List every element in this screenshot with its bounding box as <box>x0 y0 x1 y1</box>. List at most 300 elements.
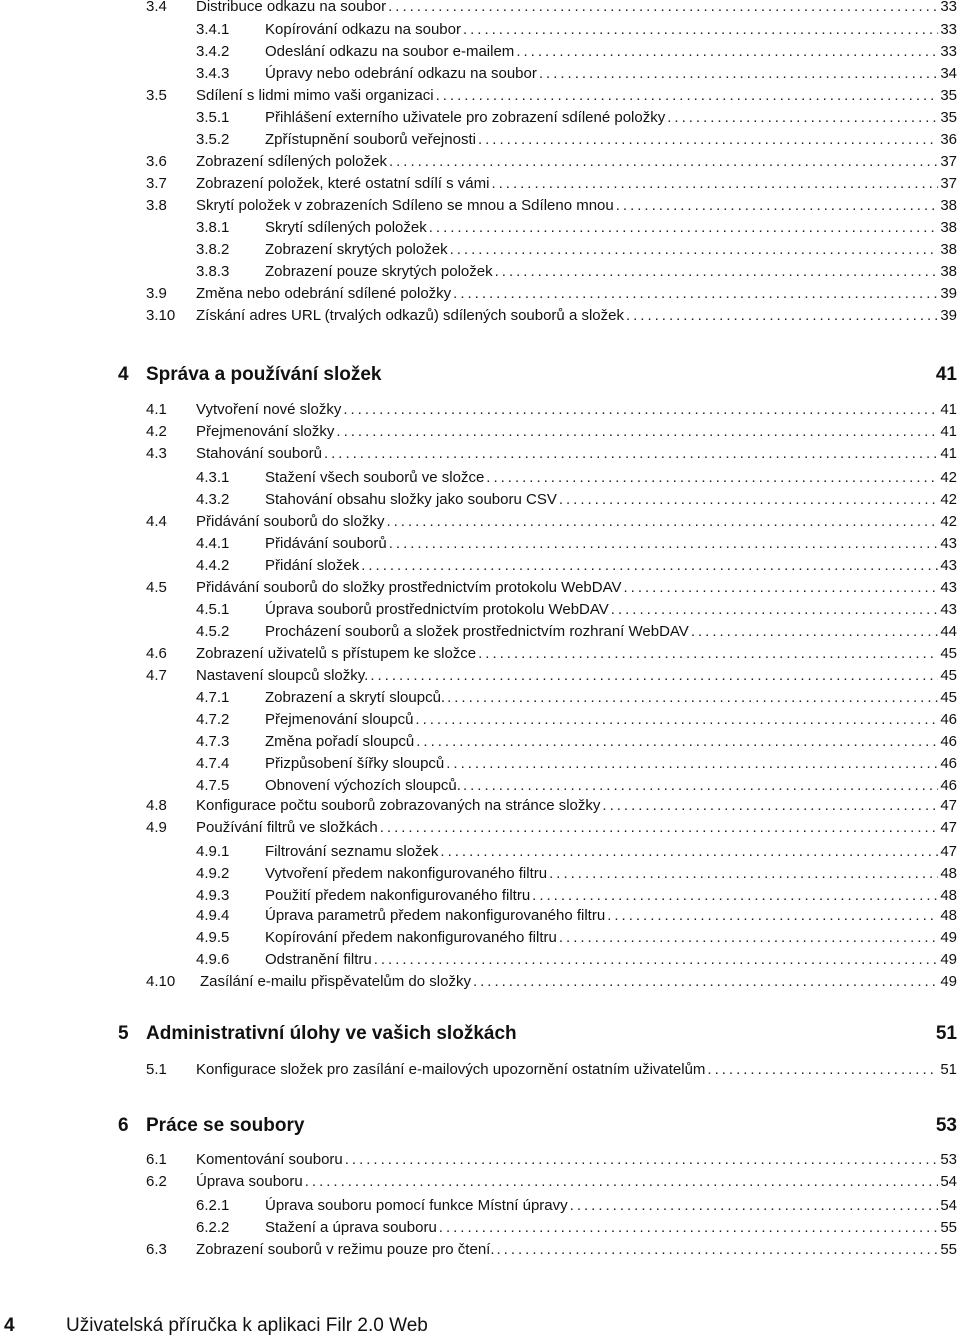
entry-line <box>196 796 957 816</box>
entry-page-number: 41 <box>940 401 957 418</box>
entry-number: 6.3 <box>146 1241 167 1258</box>
chapter-number: 5 <box>118 1023 129 1044</box>
toc-chapter-heading[interactable] <box>0 1113 960 1139</box>
entry-page-number: 37 <box>940 175 957 192</box>
entry-page-number: 55 <box>940 1241 957 1258</box>
entry-page-number: 49 <box>940 973 957 990</box>
entry-line <box>196 512 957 532</box>
entry-line <box>265 490 957 510</box>
entry-page-number: 51 <box>940 1061 957 1078</box>
entry-title: Přihlášení externího uživatele pro zobrazení sdílené položky <box>265 109 666 126</box>
chapter-page-number: 41 <box>935 364 957 385</box>
entry-number: 4.3.2 <box>196 491 230 508</box>
toc-chapter-heading[interactable] <box>0 362 960 388</box>
entry-page-number: 47 <box>940 843 957 860</box>
entry-number: 4.2 <box>146 423 167 440</box>
entry-line <box>265 600 957 620</box>
entry-page-number: 48 <box>940 865 957 882</box>
dot-leader <box>497 1240 939 1260</box>
footer-page-number: 4 <box>4 1315 15 1336</box>
entry-number: 3.6 <box>146 153 167 170</box>
toc-subsection-entry[interactable] <box>0 732 960 752</box>
entry-line <box>265 108 957 128</box>
entry-title: Přidání složek <box>265 557 360 574</box>
entry-line <box>265 42 957 62</box>
entry-page-number: 46 <box>940 755 957 772</box>
entry-page-number: 43 <box>940 579 957 596</box>
entry-page-number: 39 <box>940 285 957 302</box>
toc-subsection-entry[interactable] <box>0 776 960 796</box>
chapter-page-number: 53 <box>935 1115 957 1136</box>
entry-number: 6.2.1 <box>196 1197 230 1214</box>
toc-subsection-entry[interactable] <box>0 928 960 948</box>
entry-title: Vytvoření předem nakonfigurovaného filtru <box>265 865 548 882</box>
toc-section-entry[interactable] <box>0 666 960 686</box>
entry-line <box>265 732 957 752</box>
entry-number: 3.5.1 <box>196 109 230 126</box>
entry-title: Sdílení s lidmi mimo vaši organizaci <box>196 87 434 104</box>
entry-line <box>265 710 957 730</box>
entry-number: 4.3.1 <box>196 469 230 486</box>
dot-leader <box>607 906 938 926</box>
toc-section-entry[interactable] <box>0 644 960 664</box>
entry-line <box>200 972 957 992</box>
entry-page-number: 41 <box>940 445 957 462</box>
toc-section-entry[interactable] <box>0 1060 960 1080</box>
dot-leader <box>389 152 938 172</box>
dot-leader <box>439 1218 939 1238</box>
entry-page-number: 48 <box>940 887 957 904</box>
entry-page-number: 44 <box>940 623 957 640</box>
entry-line <box>196 152 957 172</box>
entry-page-number: 49 <box>940 929 957 946</box>
dot-leader <box>478 644 938 664</box>
dot-leader <box>667 108 938 128</box>
toc-subsection-entry[interactable] <box>0 1196 960 1216</box>
entry-page-number: 35 <box>940 109 957 126</box>
dot-leader <box>305 1172 939 1192</box>
entry-number: 3.4 <box>146 0 167 15</box>
entry-number: 4.5 <box>146 579 167 596</box>
entry-line <box>265 928 957 948</box>
toc-section-entry[interactable] <box>0 284 960 304</box>
toc-subsection-entry[interactable] <box>0 534 960 554</box>
entry-number: 4.4 <box>146 513 167 530</box>
toc-section-entry[interactable] <box>0 1240 960 1260</box>
toc-subsection-entry[interactable] <box>0 622 960 642</box>
toc-section-entry[interactable] <box>0 512 960 532</box>
entry-page-number: 36 <box>940 131 957 148</box>
entry-number: 4.5.1 <box>196 601 230 618</box>
entry-title: Konfigurace složek pro zasílání e-mailových upozornění ostatním uživatelům <box>196 1061 706 1078</box>
toc-subsection-entry[interactable] <box>0 688 960 708</box>
entry-line <box>265 262 957 282</box>
entry-title: Konfigurace počtu souborů zobrazovaných na stránce složky <box>196 797 601 814</box>
entry-line <box>196 818 957 838</box>
entry-line <box>196 196 957 216</box>
entry-title: Komentování souboru <box>196 1151 343 1168</box>
toc-subsection-entry[interactable] <box>0 262 960 282</box>
entry-line <box>265 218 957 238</box>
toc-subsection-entry[interactable] <box>0 108 960 128</box>
entry-title: Úprava souborů prostřednictvím protokolu WebDAV <box>265 601 609 618</box>
entry-number: 4.7.4 <box>196 755 230 772</box>
entry-number: 4.7.3 <box>196 733 230 750</box>
footer-document-title: Uživatelská příručka k aplikaci Filr 2.0 Web <box>66 1315 428 1336</box>
entry-number: 3.8 <box>146 197 167 214</box>
dot-leader <box>473 972 938 992</box>
entry-title: Odeslání odkazu na soubor e-mailem <box>265 43 515 60</box>
toc-section-entry[interactable] <box>0 578 960 598</box>
entry-number: 3.4.3 <box>196 65 230 82</box>
entry-number: 4.7.2 <box>196 711 230 728</box>
dot-leader <box>463 20 938 40</box>
entry-title: Stahování obsahu složky jako souboru CSV <box>265 491 557 508</box>
toc-section-entry[interactable] <box>0 422 960 442</box>
entry-title: Přizpůsobení šířky sloupců <box>265 755 445 772</box>
entry-title: Používání filtrů ve složkách <box>196 819 378 836</box>
entry-line <box>265 240 957 260</box>
dot-leader <box>370 666 938 686</box>
entry-page-number: 43 <box>940 535 957 552</box>
entry-line <box>196 578 957 598</box>
dot-leader <box>446 754 938 774</box>
toc-subsection-entry[interactable] <box>0 600 960 620</box>
entry-line <box>196 284 957 304</box>
toc-subsection-entry[interactable] <box>0 556 960 576</box>
toc-subsection-entry[interactable] <box>0 64 960 84</box>
entry-title: Úpravy nebo odebrání odkazu na soubor <box>265 65 537 82</box>
dot-leader <box>549 864 938 884</box>
entry-number: 4.9.2 <box>196 865 230 882</box>
dot-leader <box>516 42 938 62</box>
entry-line <box>265 534 957 554</box>
entry-number: 3.9 <box>146 285 167 302</box>
dot-leader <box>374 950 939 970</box>
entry-number: 4.7.1 <box>196 689 230 706</box>
dot-leader <box>380 818 939 838</box>
entry-line <box>265 622 957 642</box>
entry-line <box>265 950 957 970</box>
entry-page-number: 37 <box>940 153 957 170</box>
entry-title: Skrytí položek v zobrazeních Sdíleno se mnou a Sdíleno mnou <box>196 197 614 214</box>
entry-page-number: 33 <box>940 21 957 38</box>
entry-title: Přejmenování složky <box>196 423 335 440</box>
dot-leader <box>345 1150 939 1170</box>
entry-page-number: 54 <box>940 1197 957 1214</box>
entry-title: Úprava parametrů předem nakonfigurovaného filtru <box>265 907 606 924</box>
entry-number: 4.4.2 <box>196 557 230 574</box>
dot-leader <box>429 218 939 238</box>
dot-leader <box>324 444 938 464</box>
entry-title: Kopírování předem nakonfigurovaného filtru <box>265 929 557 946</box>
entry-page-number: 39 <box>940 307 957 324</box>
dot-leader <box>453 284 938 304</box>
entry-page-number: 42 <box>940 513 957 530</box>
entry-line <box>265 864 957 884</box>
entry-line <box>265 906 957 926</box>
toc-section-entry[interactable] <box>0 196 960 216</box>
dot-leader <box>559 928 938 948</box>
entry-line <box>265 468 957 488</box>
chapter-title: Administrativní úlohy ve vašich složkách <box>146 1023 517 1044</box>
entry-page-number: 53 <box>940 1151 957 1168</box>
toc-subsection-entry[interactable] <box>0 842 960 862</box>
entry-line <box>196 86 957 106</box>
toc-subsection-entry[interactable] <box>0 906 960 926</box>
entry-number: 3.7 <box>146 175 167 192</box>
entry-title: Zobrazení položek, které ostatní sdílí s vámi <box>196 175 490 192</box>
entry-title: Přidávání souborů <box>265 535 387 552</box>
toc-section-entry[interactable] <box>0 818 960 838</box>
entry-title: Použití předem nakonfigurovaného filtru <box>265 887 531 904</box>
entry-number: 4.9.3 <box>196 887 230 904</box>
dot-leader <box>343 400 938 420</box>
entry-number: 4.4.1 <box>196 535 230 552</box>
entry-line <box>196 174 957 194</box>
dot-leader <box>416 732 938 752</box>
entry-page-number: 38 <box>940 219 957 236</box>
entry-number: 3.8.1 <box>196 219 230 236</box>
dot-leader <box>361 556 938 576</box>
entry-line <box>196 1172 957 1192</box>
entry-title: Kopírování odkazu na soubor <box>265 21 461 38</box>
entry-number: 3.10 <box>146 307 176 324</box>
entry-page-number: 43 <box>940 601 957 618</box>
entry-title: Procházení souborů a složek prostřednictvím rozhraní WebDAV <box>265 623 689 640</box>
entry-page-number: 46 <box>940 711 957 728</box>
entry-number: 4.3 <box>146 445 167 462</box>
entry-number: 3.8.3 <box>196 263 230 280</box>
entry-line <box>265 64 957 84</box>
entry-page-number: 38 <box>940 241 957 258</box>
dot-leader <box>570 1196 939 1216</box>
toc-subsection-entry[interactable] <box>0 218 960 238</box>
toc-subsection-entry[interactable] <box>0 468 960 488</box>
toc-subsection-entry[interactable] <box>0 1218 960 1238</box>
entry-title: Nastavení sloupců složky. <box>196 667 369 684</box>
entry-line <box>196 0 957 17</box>
entry-title: Přidávání souborů do složky <box>196 513 385 530</box>
toc-subsection-entry[interactable] <box>0 490 960 510</box>
entry-page-number: 46 <box>940 733 957 750</box>
entry-page-number: 48 <box>940 907 957 924</box>
dot-leader <box>611 600 939 620</box>
entry-line <box>196 422 957 442</box>
chapter-page-number: 51 <box>935 1023 957 1044</box>
entry-page-number: 35 <box>940 87 957 104</box>
entry-line <box>196 644 957 664</box>
entry-number: 3.4.2 <box>196 43 230 60</box>
entry-number: 4.6 <box>146 645 167 662</box>
entry-page-number: 49 <box>940 951 957 968</box>
toc-section-entry[interactable] <box>0 1150 960 1170</box>
entry-page-number: 41 <box>940 423 957 440</box>
toc-subsection-entry[interactable] <box>0 754 960 774</box>
toc-section-entry[interactable] <box>0 972 960 992</box>
entry-title: Úprava souboru pomocí funkce Místní úpravy <box>265 1197 568 1214</box>
dot-leader <box>539 64 938 84</box>
toc-section-entry[interactable] <box>0 0 960 17</box>
toc-subsection-entry[interactable] <box>0 886 960 906</box>
dot-leader <box>616 196 939 216</box>
entry-title: Změna nebo odebrání sdílené položky <box>196 285 452 302</box>
entry-number: 5.1 <box>146 1061 167 1078</box>
toc-section-entry[interactable] <box>0 306 960 326</box>
entry-title: Zobrazení a skrytí sloupců. <box>265 689 446 706</box>
entry-title: Zobrazení souborů v režimu pouze pro čtení. <box>196 1241 495 1258</box>
dot-leader <box>336 422 938 442</box>
entry-page-number: 42 <box>940 469 957 486</box>
entry-title: Filtrování seznamu složek <box>265 843 439 860</box>
entry-page-number: 45 <box>940 645 957 662</box>
toc-subsection-entry[interactable] <box>0 240 960 260</box>
entry-line <box>265 688 957 708</box>
entry-title: Vytvoření nové složky <box>196 401 342 418</box>
toc-section-entry[interactable] <box>0 1172 960 1192</box>
entry-title: Obnovení výchozích sloupců. <box>265 777 461 794</box>
entry-page-number: 33 <box>940 43 957 60</box>
dot-leader <box>463 776 938 796</box>
entry-number: 4.9.4 <box>196 907 230 924</box>
entry-title: Změna pořadí sloupců <box>265 733 415 750</box>
entry-page-number: 45 <box>940 667 957 684</box>
entry-title: Získání adres URL (trvalých odkazů) sdílených souborů a složek <box>196 307 624 324</box>
chapter-title: Správa a používání složek <box>146 364 382 385</box>
entry-title: Zobrazení sdílených položek <box>196 153 387 170</box>
dot-leader <box>491 174 938 194</box>
dot-leader <box>602 796 938 816</box>
entry-page-number: 55 <box>940 1219 957 1236</box>
entry-line <box>265 130 957 150</box>
entry-line <box>265 20 957 40</box>
entry-number: 6.2 <box>146 1173 167 1190</box>
entry-line <box>196 444 957 464</box>
entry-line <box>265 1196 957 1216</box>
entry-title: Skrytí sdílených položek <box>265 219 427 236</box>
entry-number: 4.5.2 <box>196 623 230 640</box>
toc-subsection-entry[interactable] <box>0 42 960 62</box>
toc-section-entry[interactable] <box>0 400 960 420</box>
entry-line <box>196 1240 957 1260</box>
toc-section-entry[interactable] <box>0 796 960 816</box>
entry-title: Stahování souborů <box>196 445 322 462</box>
entry-line <box>265 1218 957 1238</box>
entry-title: Zpřístupnění souborů veřejnosti <box>265 131 476 148</box>
entry-line <box>196 1150 957 1170</box>
dot-leader <box>691 622 939 642</box>
entry-page-number: 54 <box>940 1173 957 1190</box>
entry-number: 4.8 <box>146 797 167 814</box>
toc-subsection-entry[interactable] <box>0 864 960 884</box>
entry-title: Zasílání e-mailu přispěvatelům do složky <box>200 973 471 990</box>
entry-number: 4.7 <box>146 667 167 684</box>
dot-leader <box>623 578 938 598</box>
entry-number: 4.9.1 <box>196 843 230 860</box>
entry-number: 3.4.1 <box>196 21 230 38</box>
dot-leader <box>495 262 939 282</box>
dot-leader <box>450 240 939 260</box>
toc-section-entry[interactable] <box>0 444 960 464</box>
entry-line <box>196 1060 957 1080</box>
entry-page-number: 43 <box>940 557 957 574</box>
dot-leader <box>626 306 938 326</box>
entry-line <box>196 306 957 326</box>
dot-leader <box>440 842 938 862</box>
entry-number: 3.5.2 <box>196 131 230 148</box>
dot-leader <box>532 886 938 906</box>
entry-title: Stažení a úprava souboru <box>265 1219 437 1236</box>
entry-line <box>265 886 957 906</box>
entry-number: 4.9.5 <box>196 929 230 946</box>
entry-title: Zobrazení uživatelů s přístupem ke složce <box>196 645 477 662</box>
toc-subsection-entry[interactable] <box>0 20 960 40</box>
entry-title: Distribuce odkazu na soubor <box>196 0 387 15</box>
toc-subsection-entry[interactable] <box>0 710 960 730</box>
entry-title: Úprava souboru <box>196 1173 303 1190</box>
toc-subsection-entry[interactable] <box>0 130 960 150</box>
dot-leader <box>415 710 938 730</box>
dot-leader <box>559 490 938 510</box>
entry-line <box>196 666 957 686</box>
toc-section-entry[interactable] <box>0 152 960 172</box>
entry-line <box>265 754 957 774</box>
entry-page-number: 42 <box>940 491 957 508</box>
chapter-title: Práce se soubory <box>146 1115 305 1136</box>
chapter-number: 4 <box>118 364 129 385</box>
toc-subsection-entry[interactable] <box>0 950 960 970</box>
dot-leader <box>478 130 938 150</box>
entry-title: Stažení všech souborů ve složce <box>265 469 485 486</box>
entry-line <box>265 842 957 862</box>
entry-number: 4.10 <box>146 973 176 990</box>
dot-leader <box>388 0 938 17</box>
entry-page-number: 47 <box>940 819 957 836</box>
entry-number: 3.5 <box>146 87 167 104</box>
toc-section-entry[interactable] <box>0 174 960 194</box>
entry-title: Odstranění filtru <box>265 951 372 968</box>
entry-page-number: 34 <box>940 65 957 82</box>
dot-leader <box>486 468 938 488</box>
entry-title: Přidávání souborů do složky prostřednictvím protokolu WebDAV <box>196 579 622 596</box>
entry-number: 4.1 <box>146 401 167 418</box>
entry-page-number: 47 <box>940 797 957 814</box>
entry-number: 4.9 <box>146 819 167 836</box>
entry-page-number: 33 <box>940 0 957 15</box>
chapter-number: 6 <box>118 1115 129 1136</box>
entry-title: Zobrazení skrytých položek <box>265 241 448 258</box>
entry-number: 6.2.2 <box>196 1219 230 1236</box>
dot-leader <box>707 1060 938 1080</box>
entry-title: Zobrazení pouze skrytých položek <box>265 263 493 280</box>
dot-leader <box>447 688 938 708</box>
entry-page-number: 38 <box>940 197 957 214</box>
dot-leader <box>436 86 939 106</box>
entry-page-number: 38 <box>940 263 957 280</box>
entry-page-number: 46 <box>940 777 957 794</box>
entry-number: 6.1 <box>146 1151 167 1168</box>
entry-line <box>196 400 957 420</box>
entry-number: 3.8.2 <box>196 241 230 258</box>
entry-number: 4.7.5 <box>196 777 230 794</box>
entry-line <box>265 556 957 576</box>
dot-leader <box>389 534 939 554</box>
entry-line <box>265 776 957 796</box>
toc-chapter-heading[interactable] <box>0 1021 960 1047</box>
entry-number: 4.9.6 <box>196 951 230 968</box>
entry-title: Přejmenování sloupců <box>265 711 414 728</box>
toc-section-entry[interactable] <box>0 86 960 106</box>
